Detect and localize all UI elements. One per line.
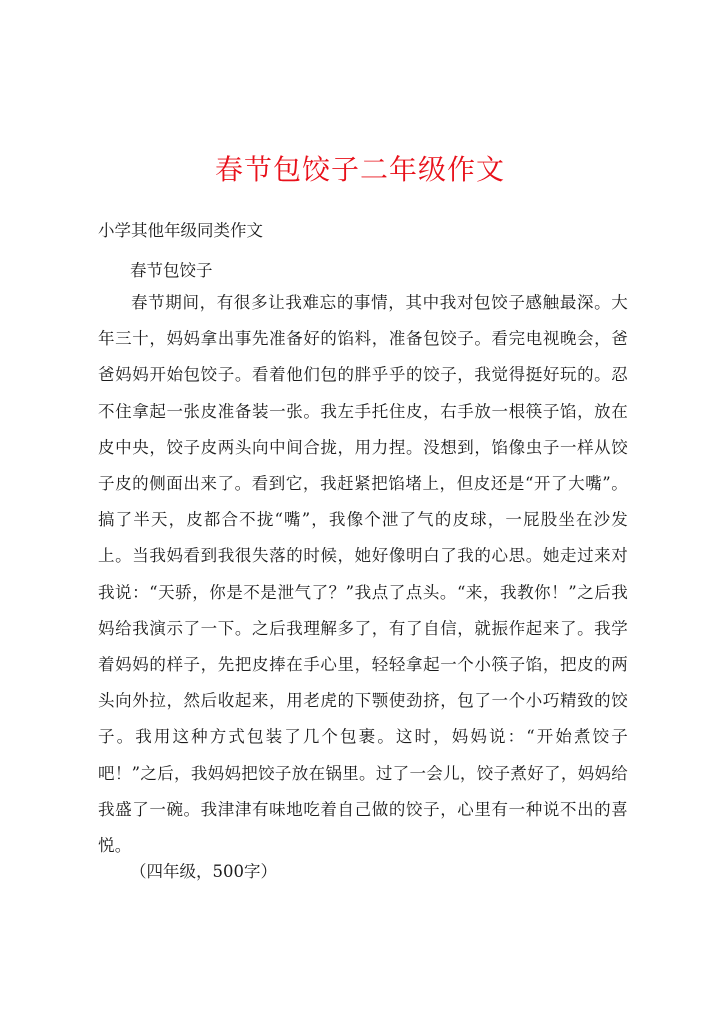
essay-body: 春节期间，有很多让我难忘的事情，其中我对包饺子感触最深。大年三十，妈妈拿出事先准备好的馅料，准备包饺子。看完电视晚会，爸爸妈妈开始包饺子。看着他们包的胖乎乎的饺子，我觉得挺好玩的。忍不住拿起一张皮准备装一张。我左手托住皮，右手放一根筷子馅，放在皮中央，饺子皮两头向中间合拢，用力捏。没想到，馅像虫子一样从饺子皮的侧面出来了。看到它，我赶紧把馅堵上，但皮还是“开了大嘴”。搞了半天，皮都合不拢“嘴”，我像个泄了气的皮球，一屁股坐在沙发上。当我妈看到我很失落的时候，她好像明白了我的心思。她走过来对我说：“天骄，你是不是泄气了？”我点了点头。“来，我教你！”之后我妈给我演示了一下。之后我理解多了，有了自信，就振作起来了。我学着妈妈的样子，先把皮捧在手心里，轻轻拿起一个小筷子馅，把皮的两头向外拉，然后收起来，用老虎的下颚使劲挤，包了一个小巧精致的饺子。我用这种方式包装了几个包裹。这时，妈妈说：“开始煮饺子吧！”之后，我妈妈把饺子放在锅里。过了一会儿，饺子煮好了，妈妈给我盛了一碗。我津津有味地吃着自己做的饺子，心里有一种说不出的喜悦。 bbox=[98, 293, 628, 856]
word-count-note: （四年级，500字） bbox=[130, 862, 277, 881]
document-title: 春节包饺子二年级作文 bbox=[214, 153, 505, 186]
category-label: 小学其他年级同类作文 bbox=[98, 221, 263, 240]
essay-subtitle: 春节包饺子 bbox=[130, 261, 213, 280]
